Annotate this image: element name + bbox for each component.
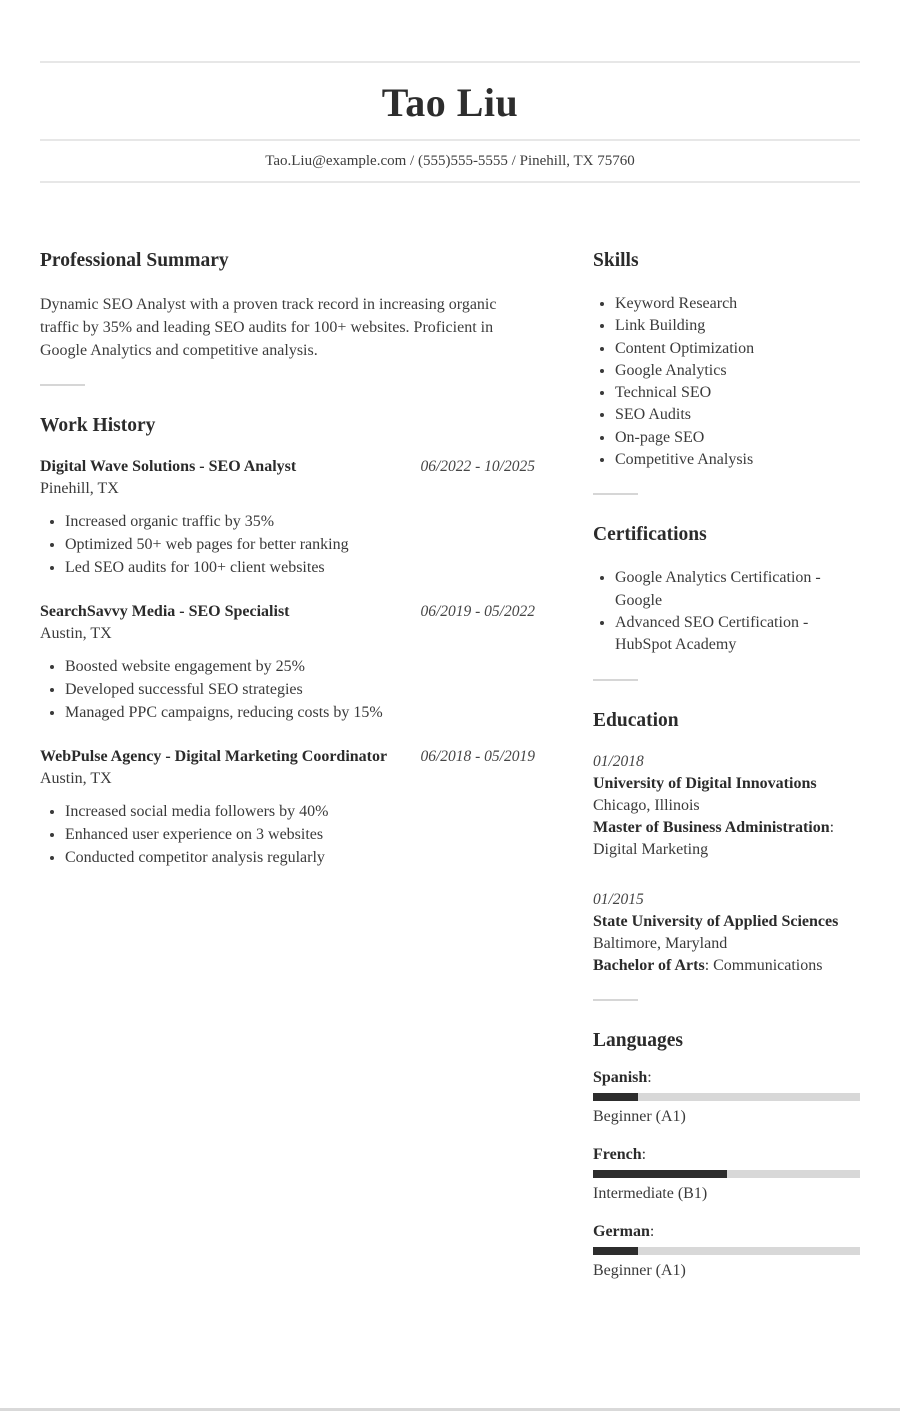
section-divider bbox=[593, 493, 638, 495]
language-level: Intermediate (B1) bbox=[593, 1184, 708, 1202]
skills-list bbox=[593, 293, 860, 471]
skill-item: • Link Building bbox=[615, 315, 860, 337]
contact-info: Tao.Liu@example.com / (555)555-5555 / Pinehill, TX 75760 bbox=[265, 153, 635, 169]
skill-item: • On-page SEO bbox=[615, 427, 860, 449]
language-progress-fill bbox=[593, 1170, 727, 1178]
language-level: Beginner (A1) bbox=[593, 1107, 686, 1125]
job-bullet: • Optimized 50+ web pages for better ranking bbox=[65, 533, 535, 556]
work-history-heading: Work History bbox=[40, 415, 156, 436]
professional-summary-heading: Professional Summary bbox=[40, 250, 229, 271]
job-bullets bbox=[40, 655, 535, 724]
section-divider bbox=[593, 679, 638, 681]
language-name-label: Spanish bbox=[593, 1068, 648, 1086]
section-languages bbox=[593, 1029, 860, 1282]
job-bullet: • Increased organic traffic by 35% bbox=[65, 510, 535, 533]
skill-item: • Keyword Research bbox=[615, 293, 860, 315]
section-divider bbox=[40, 384, 85, 386]
degree-name: Bachelor of Arts bbox=[593, 956, 705, 974]
candidate-name: Tao Liu bbox=[381, 80, 519, 125]
job-entry bbox=[40, 601, 535, 724]
education-entry bbox=[593, 889, 860, 977]
certification-item: • Advanced SEO Certification - HubSpot Academy bbox=[615, 612, 860, 657]
job-location: Austin, TX bbox=[40, 625, 112, 642]
skill-item: • Content Optimization bbox=[615, 338, 860, 360]
job-entry bbox=[40, 456, 535, 579]
content-columns bbox=[40, 249, 860, 1282]
language-progress-track bbox=[593, 1093, 860, 1101]
education-date: 01/2018 bbox=[593, 752, 644, 770]
job-title: SearchSavvy Media - SEO Specialist bbox=[40, 603, 290, 620]
skill-item: • SEO Audits bbox=[615, 404, 860, 426]
education-list bbox=[593, 751, 860, 977]
job-header bbox=[40, 456, 535, 478]
left-column bbox=[40, 249, 535, 869]
section-work-history bbox=[40, 414, 535, 869]
job-location: Pinehill, TX bbox=[40, 480, 119, 497]
languages-heading: Languages bbox=[593, 1029, 683, 1051]
language-name-label: French bbox=[593, 1145, 642, 1163]
certifications-heading: Certifications bbox=[593, 524, 707, 546]
job-list bbox=[40, 456, 535, 869]
job-bullet: • Managed PPC campaigns, reducing costs by 15% bbox=[65, 701, 535, 724]
language-progress-track bbox=[593, 1247, 860, 1255]
job-header bbox=[40, 601, 535, 623]
job-title: Digital Wave Solutions - SEO Analyst bbox=[40, 458, 297, 475]
skill-item: • Technical SEO bbox=[615, 382, 860, 404]
section-certifications bbox=[593, 523, 860, 656]
section-education bbox=[593, 709, 860, 977]
job-dates: 06/2018 - 05/2019 bbox=[420, 748, 535, 765]
education-location: Baltimore, Maryland bbox=[593, 934, 728, 952]
professional-summary-text: Dynamic SEO Analyst with a proven track record in increasing organic traffic by 35% and leading SEO audits for 100+ websites. Proficient in Google Analytics and competitive analysis. bbox=[40, 296, 497, 359]
language-name: German: bbox=[593, 1222, 655, 1240]
right-column bbox=[593, 249, 860, 1282]
job-bullets bbox=[40, 510, 535, 579]
resume-page bbox=[0, 61, 900, 1282]
section-professional-summary bbox=[40, 249, 535, 362]
degree-name: Master of Business Administration bbox=[593, 818, 830, 836]
language-name-label: German bbox=[593, 1222, 650, 1240]
certifications-list bbox=[593, 567, 860, 656]
education-school: State University of Applied Sciences bbox=[593, 912, 839, 930]
job-header bbox=[40, 746, 535, 768]
language-entry bbox=[593, 1221, 860, 1282]
job-bullet: • Developed successful SEO strategies bbox=[65, 678, 535, 701]
languages-list bbox=[593, 1067, 860, 1282]
section-divider bbox=[593, 999, 638, 1001]
header-bottom-rule bbox=[40, 181, 860, 183]
skill-item: • Google Analytics bbox=[615, 360, 860, 382]
job-bullet: • Increased social media followers by 40% bbox=[65, 800, 535, 823]
education-location: Chicago, Illinois bbox=[593, 796, 700, 814]
job-bullet: • Boosted website engagement by 25% bbox=[65, 655, 535, 678]
education-degree: Bachelor of Arts: Communications bbox=[593, 956, 823, 974]
job-title: WebPulse Agency - Digital Marketing Coordinator bbox=[40, 748, 388, 765]
certification-item: • Google Analytics Certification - Google bbox=[615, 567, 860, 612]
education-entry bbox=[593, 751, 860, 861]
education-date: 01/2015 bbox=[593, 890, 644, 908]
job-entry bbox=[40, 746, 535, 869]
job-location: Austin, TX bbox=[40, 770, 112, 787]
language-progress-fill bbox=[593, 1247, 638, 1255]
skills-heading: Skills bbox=[593, 250, 639, 271]
language-progress-fill bbox=[593, 1093, 638, 1101]
language-level: Beginner (A1) bbox=[593, 1261, 686, 1279]
language-entry bbox=[593, 1144, 860, 1205]
job-bullets bbox=[40, 800, 535, 869]
section-skills bbox=[593, 249, 860, 471]
job-bullet: • Enhanced user experience on 3 websites bbox=[65, 823, 535, 846]
job-bullet: • Led SEO audits for 100+ client websites bbox=[65, 556, 535, 579]
education-school: University of Digital Innovations bbox=[593, 774, 817, 792]
language-name: Spanish: bbox=[593, 1068, 652, 1086]
education-degree: Master of Business Administration: Digital Marketing bbox=[593, 818, 835, 858]
job-bullet: • Conducted competitor analysis regularly bbox=[65, 846, 535, 869]
language-progress-track bbox=[593, 1170, 860, 1178]
skill-item: • Competitive Analysis bbox=[615, 449, 860, 471]
job-dates: 06/2019 - 05/2022 bbox=[420, 603, 535, 620]
language-entry bbox=[593, 1067, 860, 1128]
education-heading: Education bbox=[593, 709, 679, 731]
language-name: French: bbox=[593, 1145, 647, 1163]
job-dates: 06/2022 - 10/2025 bbox=[420, 458, 535, 475]
